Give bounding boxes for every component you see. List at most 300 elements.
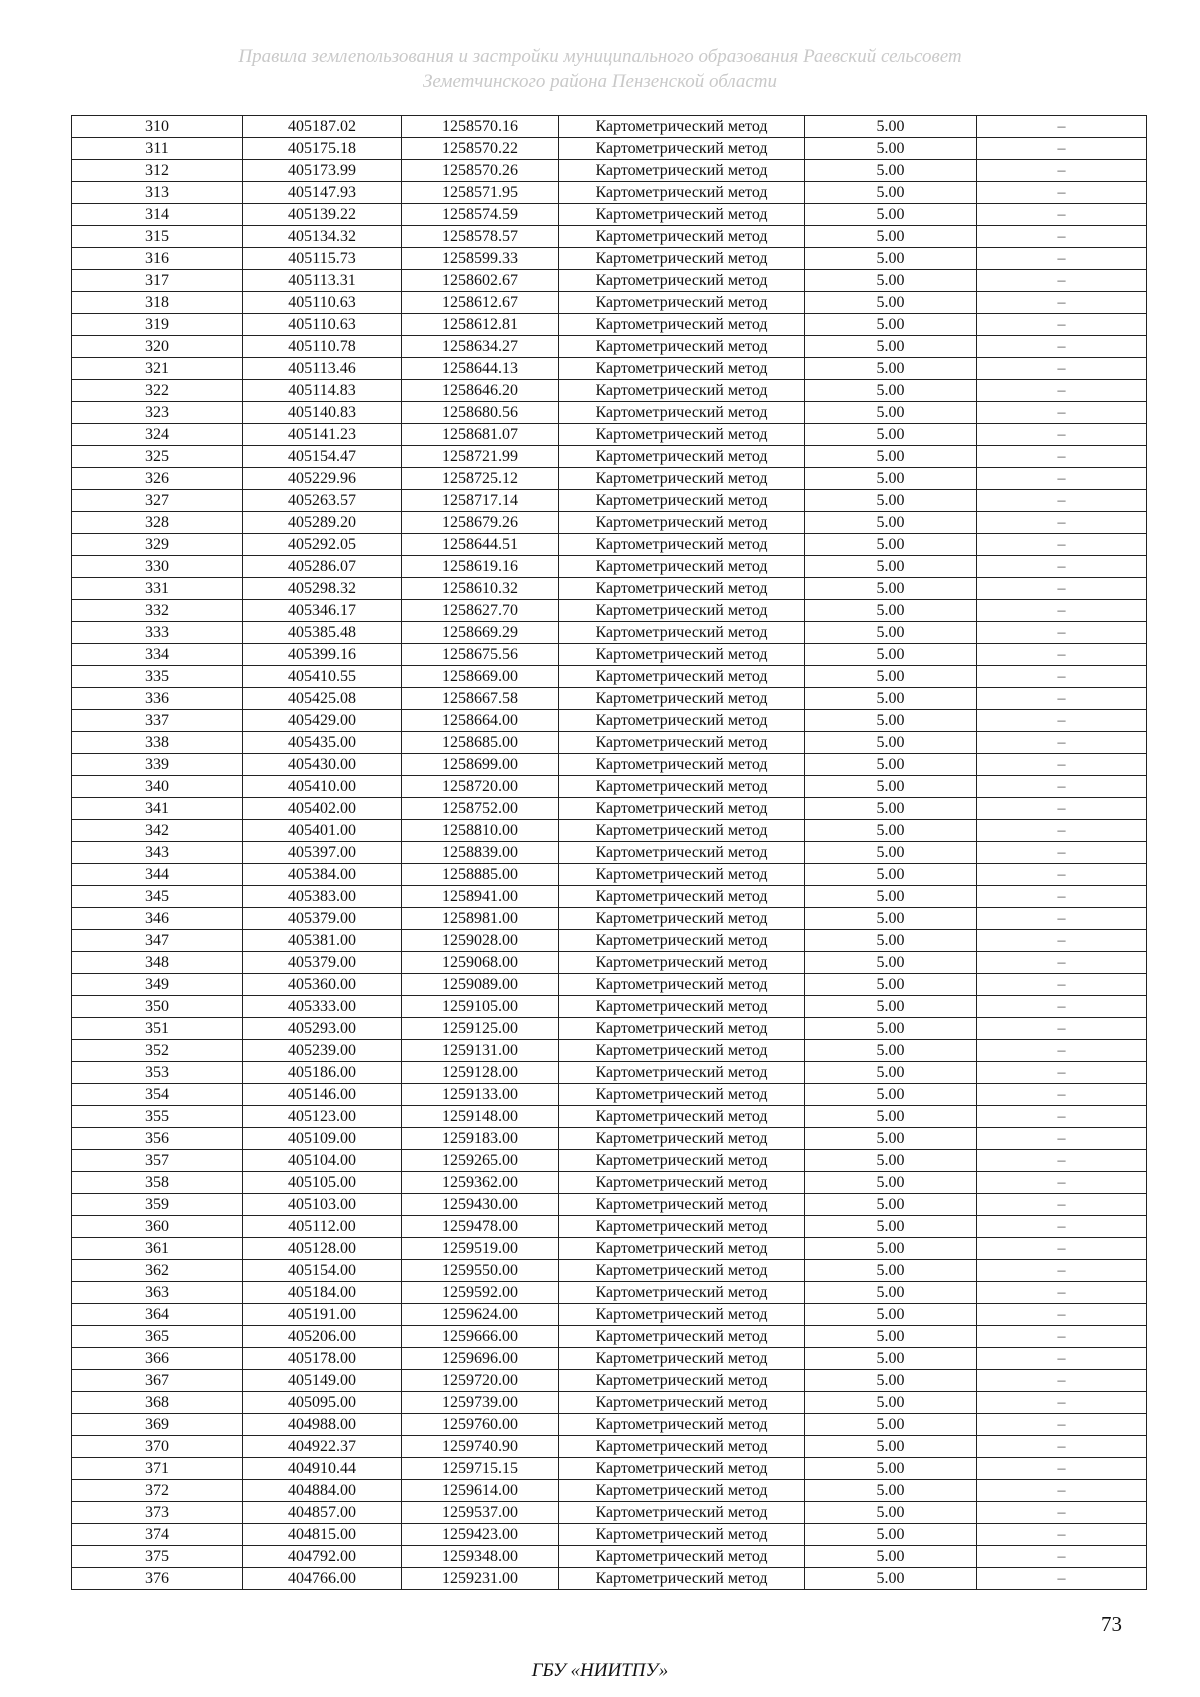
accuracy-cell: 5.00	[805, 138, 977, 160]
description-cell: –	[977, 578, 1147, 600]
point-number-cell: 358	[72, 1172, 243, 1194]
method-cell: Картометрический метод	[559, 864, 805, 886]
description-cell: –	[977, 732, 1147, 754]
point-number-cell: 349	[72, 974, 243, 996]
accuracy-cell: 5.00	[805, 292, 977, 314]
method-cell: Картометрический метод	[559, 116, 805, 138]
y-coordinate-cell: 1259740.90	[402, 1436, 559, 1458]
table-row	[72, 512, 1147, 534]
accuracy-cell: 5.00	[805, 710, 977, 732]
x-coordinate-cell: 405178.00	[243, 1348, 402, 1370]
accuracy-cell: 5.00	[805, 1524, 977, 1546]
y-coordinate-cell: 1258721.99	[402, 446, 559, 468]
table-row	[72, 1370, 1147, 1392]
point-number-cell: 372	[72, 1480, 243, 1502]
method-cell: Картометрический метод	[559, 1458, 805, 1480]
point-number-cell: 365	[72, 1326, 243, 1348]
table-row	[72, 732, 1147, 754]
method-cell: Картометрический метод	[559, 666, 805, 688]
point-number-cell: 374	[72, 1524, 243, 1546]
point-number-cell: 350	[72, 996, 243, 1018]
y-coordinate-cell: 1259624.00	[402, 1304, 559, 1326]
description-cell: –	[977, 864, 1147, 886]
y-coordinate-cell: 1259133.00	[402, 1084, 559, 1106]
table-row	[72, 1546, 1147, 1568]
description-cell: –	[977, 358, 1147, 380]
y-coordinate-cell: 1259128.00	[402, 1062, 559, 1084]
table-row	[72, 556, 1147, 578]
description-cell: –	[977, 490, 1147, 512]
table-row	[72, 864, 1147, 886]
y-coordinate-cell: 1259231.00	[402, 1568, 559, 1590]
description-cell: –	[977, 930, 1147, 952]
accuracy-cell: 5.00	[805, 490, 977, 512]
x-coordinate-cell: 405186.00	[243, 1062, 402, 1084]
table-row	[72, 1260, 1147, 1282]
accuracy-cell: 5.00	[805, 1216, 977, 1238]
table-row	[72, 1326, 1147, 1348]
method-cell: Картометрический метод	[559, 1150, 805, 1172]
x-coordinate-cell: 404857.00	[243, 1502, 402, 1524]
table-row	[72, 622, 1147, 644]
y-coordinate-cell: 1259430.00	[402, 1194, 559, 1216]
description-cell: –	[977, 1282, 1147, 1304]
point-number-cell: 369	[72, 1414, 243, 1436]
x-coordinate-cell: 405383.00	[243, 886, 402, 908]
point-number-cell: 359	[72, 1194, 243, 1216]
point-number-cell: 327	[72, 490, 243, 512]
accuracy-cell: 5.00	[805, 776, 977, 798]
x-coordinate-cell: 405289.20	[243, 512, 402, 534]
method-cell: Картометрический метод	[559, 1370, 805, 1392]
y-coordinate-cell: 1258627.70	[402, 600, 559, 622]
point-number-cell: 333	[72, 622, 243, 644]
accuracy-cell: 5.00	[805, 1128, 977, 1150]
point-number-cell: 371	[72, 1458, 243, 1480]
description-cell: –	[977, 160, 1147, 182]
y-coordinate-cell: 1258720.00	[402, 776, 559, 798]
table-row	[72, 314, 1147, 336]
method-cell: Картометрический метод	[559, 644, 805, 666]
description-cell: –	[977, 688, 1147, 710]
y-coordinate-cell: 1259089.00	[402, 974, 559, 996]
y-coordinate-cell: 1258725.12	[402, 468, 559, 490]
method-cell: Картометрический метод	[559, 776, 805, 798]
table-row	[72, 952, 1147, 974]
y-coordinate-cell: 1259519.00	[402, 1238, 559, 1260]
method-cell: Картометрический метод	[559, 1106, 805, 1128]
point-number-cell: 357	[72, 1150, 243, 1172]
description-cell: –	[977, 534, 1147, 556]
x-coordinate-cell: 404988.00	[243, 1414, 402, 1436]
x-coordinate-cell: 405105.00	[243, 1172, 402, 1194]
table-row	[72, 182, 1147, 204]
description-cell: –	[977, 1194, 1147, 1216]
point-number-cell: 368	[72, 1392, 243, 1414]
accuracy-cell: 5.00	[805, 1502, 977, 1524]
accuracy-cell: 5.00	[805, 754, 977, 776]
table-row	[72, 402, 1147, 424]
accuracy-cell: 5.00	[805, 1106, 977, 1128]
point-number-cell: 366	[72, 1348, 243, 1370]
method-cell: Картометрический метод	[559, 1040, 805, 1062]
y-coordinate-cell: 1259760.00	[402, 1414, 559, 1436]
y-coordinate-cell: 1258578.57	[402, 226, 559, 248]
method-cell: Картометрический метод	[559, 358, 805, 380]
point-number-cell: 316	[72, 248, 243, 270]
x-coordinate-cell: 405141.23	[243, 424, 402, 446]
description-cell: –	[977, 556, 1147, 578]
description-cell: –	[977, 996, 1147, 1018]
y-coordinate-cell: 1259537.00	[402, 1502, 559, 1524]
accuracy-cell: 5.00	[805, 534, 977, 556]
y-coordinate-cell: 1259550.00	[402, 1260, 559, 1282]
description-cell: –	[977, 1524, 1147, 1546]
accuracy-cell: 5.00	[805, 336, 977, 358]
table-row	[72, 842, 1147, 864]
table-row	[72, 1128, 1147, 1150]
accuracy-cell: 5.00	[805, 886, 977, 908]
point-number-cell: 328	[72, 512, 243, 534]
x-coordinate-cell: 405147.93	[243, 182, 402, 204]
x-coordinate-cell: 405095.00	[243, 1392, 402, 1414]
x-coordinate-cell: 404910.44	[243, 1458, 402, 1480]
running-header	[0, 44, 1200, 94]
y-coordinate-cell: 1258669.29	[402, 622, 559, 644]
x-coordinate-cell: 405263.57	[243, 490, 402, 512]
x-coordinate-cell: 405379.00	[243, 952, 402, 974]
y-coordinate-cell: 1258570.16	[402, 116, 559, 138]
table-row	[72, 490, 1147, 512]
accuracy-cell: 5.00	[805, 842, 977, 864]
x-coordinate-cell: 405292.05	[243, 534, 402, 556]
accuracy-cell: 5.00	[805, 358, 977, 380]
y-coordinate-cell: 1258570.26	[402, 160, 559, 182]
coordinates-table	[71, 115, 1147, 1590]
table-row	[72, 996, 1147, 1018]
method-cell: Картометрический метод	[559, 490, 805, 512]
method-cell: Картометрический метод	[559, 1128, 805, 1150]
y-coordinate-cell: 1258685.00	[402, 732, 559, 754]
x-coordinate-cell: 404922.37	[243, 1436, 402, 1458]
method-cell: Картометрический метод	[559, 468, 805, 490]
method-cell: Картометрический метод	[559, 534, 805, 556]
accuracy-cell: 5.00	[805, 1062, 977, 1084]
point-number-cell: 345	[72, 886, 243, 908]
y-coordinate-cell: 1258634.27	[402, 336, 559, 358]
y-coordinate-cell: 1258610.32	[402, 578, 559, 600]
point-number-cell: 370	[72, 1436, 243, 1458]
point-number-cell: 317	[72, 270, 243, 292]
footer-org: ГБУ «НИИТПУ»	[531, 1660, 669, 1681]
accuracy-cell: 5.00	[805, 160, 977, 182]
method-cell: Картометрический метод	[559, 886, 805, 908]
x-coordinate-cell: 405410.00	[243, 776, 402, 798]
table-row	[72, 534, 1147, 556]
y-coordinate-cell: 1258667.58	[402, 688, 559, 710]
point-number-cell: 321	[72, 358, 243, 380]
point-number-cell: 375	[72, 1546, 243, 1568]
description-cell: –	[977, 248, 1147, 270]
x-coordinate-cell: 405293.00	[243, 1018, 402, 1040]
accuracy-cell: 5.00	[805, 512, 977, 534]
method-cell: Картометрический метод	[559, 1304, 805, 1326]
accuracy-cell: 5.00	[805, 1282, 977, 1304]
table-row	[72, 1150, 1147, 1172]
description-cell: –	[977, 952, 1147, 974]
y-coordinate-cell: 1258602.67	[402, 270, 559, 292]
point-number-cell: 364	[72, 1304, 243, 1326]
x-coordinate-cell: 405110.63	[243, 292, 402, 314]
method-cell: Картометрический метод	[559, 182, 805, 204]
y-coordinate-cell: 1258839.00	[402, 842, 559, 864]
x-coordinate-cell: 405399.16	[243, 644, 402, 666]
method-cell: Картометрический метод	[559, 1282, 805, 1304]
table-row	[72, 336, 1147, 358]
method-cell: Картометрический метод	[559, 996, 805, 1018]
accuracy-cell: 5.00	[805, 1150, 977, 1172]
accuracy-cell: 5.00	[805, 864, 977, 886]
y-coordinate-cell: 1259715.15	[402, 1458, 559, 1480]
point-number-cell: 367	[72, 1370, 243, 1392]
y-coordinate-cell: 1258619.16	[402, 556, 559, 578]
y-coordinate-cell: 1258941.00	[402, 886, 559, 908]
table-row	[72, 1458, 1147, 1480]
description-cell: –	[977, 842, 1147, 864]
y-coordinate-cell: 1259348.00	[402, 1546, 559, 1568]
x-coordinate-cell: 405385.48	[243, 622, 402, 644]
x-coordinate-cell: 405134.32	[243, 226, 402, 248]
point-number-cell: 311	[72, 138, 243, 160]
description-cell: –	[977, 1348, 1147, 1370]
accuracy-cell: 5.00	[805, 1238, 977, 1260]
method-cell: Картометрический метод	[559, 578, 805, 600]
accuracy-cell: 5.00	[805, 446, 977, 468]
x-coordinate-cell: 405103.00	[243, 1194, 402, 1216]
method-cell: Картометрический метод	[559, 160, 805, 182]
method-cell: Картометрический метод	[559, 424, 805, 446]
y-coordinate-cell: 1258644.13	[402, 358, 559, 380]
accuracy-cell: 5.00	[805, 1326, 977, 1348]
description-cell: –	[977, 798, 1147, 820]
method-cell: Картометрический метод	[559, 1392, 805, 1414]
accuracy-cell: 5.00	[805, 622, 977, 644]
point-number-cell: 352	[72, 1040, 243, 1062]
method-cell: Картометрический метод	[559, 1568, 805, 1590]
accuracy-cell: 5.00	[805, 688, 977, 710]
description-cell: –	[977, 666, 1147, 688]
method-cell: Картометрический метод	[559, 732, 805, 754]
accuracy-cell: 5.00	[805, 1084, 977, 1106]
method-cell: Картометрический метод	[559, 1502, 805, 1524]
method-cell: Картометрический метод	[559, 600, 805, 622]
table-row	[72, 424, 1147, 446]
description-cell: –	[977, 1568, 1147, 1590]
point-number-cell: 339	[72, 754, 243, 776]
description-cell: –	[977, 138, 1147, 160]
description-cell: –	[977, 710, 1147, 732]
method-cell: Картометрический метод	[559, 1172, 805, 1194]
method-cell: Картометрический метод	[559, 138, 805, 160]
table-row	[72, 1062, 1147, 1084]
description-cell: –	[977, 380, 1147, 402]
y-coordinate-cell: 1258717.14	[402, 490, 559, 512]
accuracy-cell: 5.00	[805, 556, 977, 578]
x-coordinate-cell: 405425.08	[243, 688, 402, 710]
method-cell: Картометрический метод	[559, 270, 805, 292]
point-number-cell: 336	[72, 688, 243, 710]
description-cell: –	[977, 776, 1147, 798]
accuracy-cell: 5.00	[805, 908, 977, 930]
table-row	[72, 754, 1147, 776]
x-coordinate-cell: 405128.00	[243, 1238, 402, 1260]
point-number-cell: 348	[72, 952, 243, 974]
method-cell: Картометрический метод	[559, 292, 805, 314]
table-row	[72, 1106, 1147, 1128]
method-cell: Картометрический метод	[559, 688, 805, 710]
y-coordinate-cell: 1259183.00	[402, 1128, 559, 1150]
x-coordinate-cell: 405435.00	[243, 732, 402, 754]
table-row	[72, 974, 1147, 996]
table-row	[72, 886, 1147, 908]
accuracy-cell: 5.00	[805, 380, 977, 402]
method-cell: Картометрический метод	[559, 1216, 805, 1238]
description-cell: –	[977, 1238, 1147, 1260]
accuracy-cell: 5.00	[805, 732, 977, 754]
accuracy-cell: 5.00	[805, 1348, 977, 1370]
table-row	[72, 666, 1147, 688]
description-cell: –	[977, 974, 1147, 996]
accuracy-cell: 5.00	[805, 1568, 977, 1590]
x-coordinate-cell: 405346.17	[243, 600, 402, 622]
point-number-cell: 346	[72, 908, 243, 930]
table-row	[72, 1040, 1147, 1062]
accuracy-cell: 5.00	[805, 578, 977, 600]
table-row	[72, 226, 1147, 248]
method-cell: Картометрический метод	[559, 842, 805, 864]
x-coordinate-cell: 405286.07	[243, 556, 402, 578]
description-cell: –	[977, 1040, 1147, 1062]
table-row	[72, 1018, 1147, 1040]
method-cell: Картометрический метод	[559, 204, 805, 226]
table-row	[72, 710, 1147, 732]
table-row	[72, 688, 1147, 710]
table-row	[72, 138, 1147, 160]
accuracy-cell: 5.00	[805, 1304, 977, 1326]
description-cell: –	[977, 336, 1147, 358]
table-row	[72, 908, 1147, 930]
table-row	[72, 1172, 1147, 1194]
description-cell: –	[977, 600, 1147, 622]
description-cell: –	[977, 424, 1147, 446]
table-row	[72, 292, 1147, 314]
x-coordinate-cell: 405113.31	[243, 270, 402, 292]
point-number-cell: 323	[72, 402, 243, 424]
description-cell: –	[977, 226, 1147, 248]
point-number-cell: 315	[72, 226, 243, 248]
accuracy-cell: 5.00	[805, 182, 977, 204]
x-coordinate-cell: 405410.55	[243, 666, 402, 688]
y-coordinate-cell: 1258810.00	[402, 820, 559, 842]
point-number-cell: 312	[72, 160, 243, 182]
method-cell: Картометрический метод	[559, 226, 805, 248]
method-cell: Картометрический метод	[559, 952, 805, 974]
point-number-cell: 331	[72, 578, 243, 600]
description-cell: –	[977, 1084, 1147, 1106]
accuracy-cell: 5.00	[805, 1172, 977, 1194]
method-cell: Картометрический метод	[559, 974, 805, 996]
x-coordinate-cell: 405402.00	[243, 798, 402, 820]
method-cell: Картометрический метод	[559, 710, 805, 732]
method-cell: Картометрический метод	[559, 1414, 805, 1436]
x-coordinate-cell: 405149.00	[243, 1370, 402, 1392]
accuracy-cell: 5.00	[805, 116, 977, 138]
y-coordinate-cell: 1259720.00	[402, 1370, 559, 1392]
x-coordinate-cell: 405110.63	[243, 314, 402, 336]
y-coordinate-cell: 1258681.07	[402, 424, 559, 446]
accuracy-cell: 5.00	[805, 952, 977, 974]
description-cell: –	[977, 292, 1147, 314]
table-row	[72, 1436, 1147, 1458]
method-cell: Картометрический метод	[559, 1084, 805, 1106]
description-cell: –	[977, 1018, 1147, 1040]
description-cell: –	[977, 1106, 1147, 1128]
method-cell: Картометрический метод	[559, 1194, 805, 1216]
accuracy-cell: 5.00	[805, 1018, 977, 1040]
description-cell: –	[977, 446, 1147, 468]
description-cell: –	[977, 512, 1147, 534]
accuracy-cell: 5.00	[805, 930, 977, 952]
table-row	[72, 1568, 1147, 1590]
table-row	[72, 446, 1147, 468]
table-row	[72, 1194, 1147, 1216]
table-row	[72, 160, 1147, 182]
accuracy-cell: 5.00	[805, 1436, 977, 1458]
y-coordinate-cell: 1259131.00	[402, 1040, 559, 1062]
method-cell: Картометрический метод	[559, 1062, 805, 1084]
table-row	[72, 1414, 1147, 1436]
table-row	[72, 1524, 1147, 1546]
x-coordinate-cell: 405114.83	[243, 380, 402, 402]
y-coordinate-cell: 1258699.00	[402, 754, 559, 776]
description-cell: –	[977, 1326, 1147, 1348]
x-coordinate-cell: 405206.00	[243, 1326, 402, 1348]
y-coordinate-cell: 1259696.00	[402, 1348, 559, 1370]
point-number-cell: 314	[72, 204, 243, 226]
point-number-cell: 320	[72, 336, 243, 358]
x-coordinate-cell: 405384.00	[243, 864, 402, 886]
x-coordinate-cell: 405381.00	[243, 930, 402, 952]
accuracy-cell: 5.00	[805, 644, 977, 666]
x-coordinate-cell: 405154.00	[243, 1260, 402, 1282]
accuracy-cell: 5.00	[805, 226, 977, 248]
x-coordinate-cell: 405110.78	[243, 336, 402, 358]
x-coordinate-cell: 405429.00	[243, 710, 402, 732]
point-number-cell: 361	[72, 1238, 243, 1260]
y-coordinate-cell: 1259028.00	[402, 930, 559, 952]
description-cell: –	[977, 908, 1147, 930]
x-coordinate-cell: 405191.00	[243, 1304, 402, 1326]
method-cell: Картометрический метод	[559, 1546, 805, 1568]
y-coordinate-cell: 1258612.67	[402, 292, 559, 314]
description-cell: –	[977, 1216, 1147, 1238]
x-coordinate-cell: 405104.00	[243, 1150, 402, 1172]
accuracy-cell: 5.00	[805, 1194, 977, 1216]
point-number-cell: 362	[72, 1260, 243, 1282]
accuracy-cell: 5.00	[805, 204, 977, 226]
y-coordinate-cell: 1258574.59	[402, 204, 559, 226]
table-row	[72, 1084, 1147, 1106]
